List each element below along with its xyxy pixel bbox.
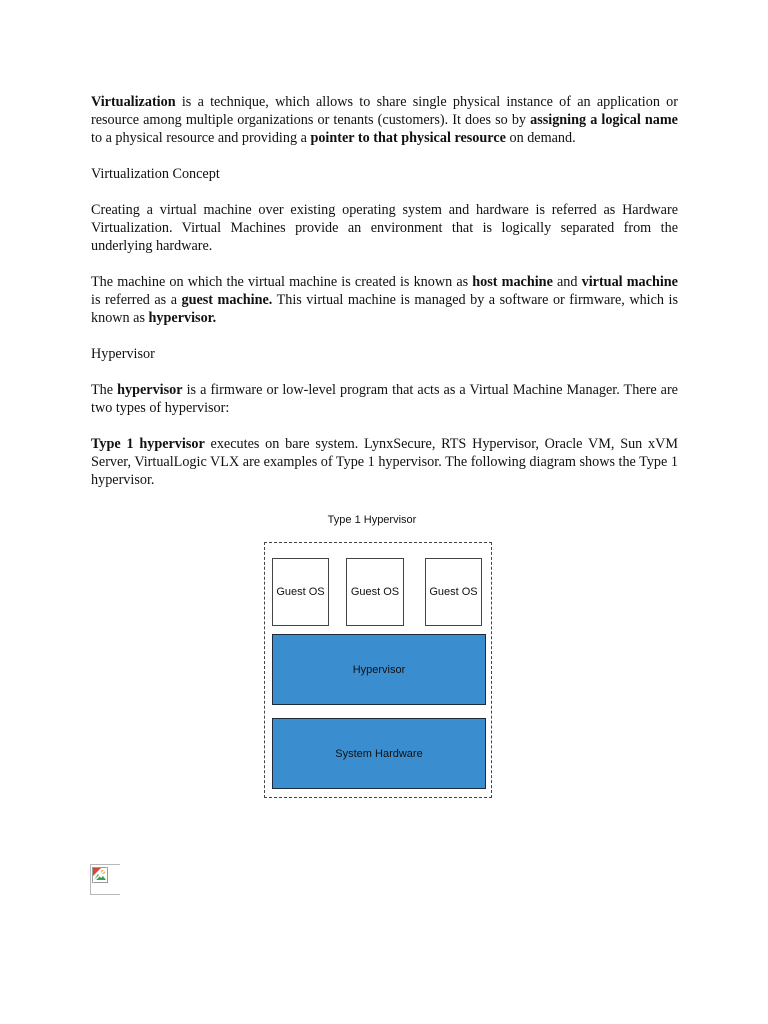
term-virtualization: Virtualization	[91, 94, 176, 110]
term-virtual-machine: virtual machine	[581, 274, 678, 290]
guest-os-box-3: Guest OS	[425, 558, 482, 626]
paragraph-virtualization-intro	[91, 93, 678, 147]
hypervisor-layer: Hypervisor	[272, 634, 486, 705]
text-run: The	[91, 382, 118, 398]
term-hypervisor: hypervisor.	[148, 310, 217, 326]
text-run: and	[552, 274, 582, 290]
paragraph-host-guest	[91, 273, 678, 327]
system-hardware-layer: System Hardware	[272, 718, 486, 789]
text-run: executes on bare system. LynxSecure, RTS Hypervisor, Oracle VM, Sun xVM Server, VirtualLogic VLX are examples of Type 1 hypervisor. The following diagram shows the Type 1 hypervisor.	[91, 436, 679, 488]
text-run: on demand.	[505, 130, 576, 146]
text-run: The machine on which the virtual machine is created is known as	[91, 274, 473, 290]
term-type1-hypervisor: Type 1 hypervisor	[91, 436, 205, 452]
paragraph-hardware-virtualization: Creating a virtual machine over existing operating system and hardware is referred as Hardware Virtualization. Virtual Machines provide an environment that is logically separated from the underlying hardware.	[91, 202, 678, 254]
broken-image-icon	[92, 867, 108, 883]
text-run: is referred as a	[91, 292, 182, 308]
broken-image-placeholder	[90, 864, 120, 895]
text-run: This virtual machine is managed by a software or firmware, which is known as	[91, 292, 678, 326]
term-hypervisor-2: hypervisor	[117, 382, 183, 398]
heading-virtualization-concept: Virtualization Concept	[91, 166, 220, 182]
text-run: is a technique, which allows to share single physical instance of an application or resource among multiple organizations or tenants (customers). It does so by	[91, 94, 678, 128]
document-body	[91, 93, 678, 507]
term-pointer: pointer to that physical resource	[310, 130, 506, 146]
text-run: to a physical resource and providing a	[91, 130, 311, 146]
diagram-title: Type 1 Hypervisor	[327, 514, 417, 526]
heading-hypervisor: Hypervisor	[91, 346, 155, 362]
paragraph-type1-hypervisor	[91, 435, 678, 489]
term-logical-name: assigning a logical name	[530, 112, 678, 128]
term-guest-machine: guest machine.	[181, 292, 273, 308]
text-run: is a firmware or low-level program that acts as a Virtual Machine Manager. There are two types of hypervisor:	[91, 382, 678, 416]
guest-os-box-2: Guest OS	[346, 558, 404, 626]
guest-os-box-1: Guest OS	[272, 558, 329, 626]
paragraph-hypervisor-definition	[91, 381, 678, 417]
type1-hypervisor-diagram	[262, 510, 496, 804]
term-host-machine: host machine	[472, 274, 553, 290]
